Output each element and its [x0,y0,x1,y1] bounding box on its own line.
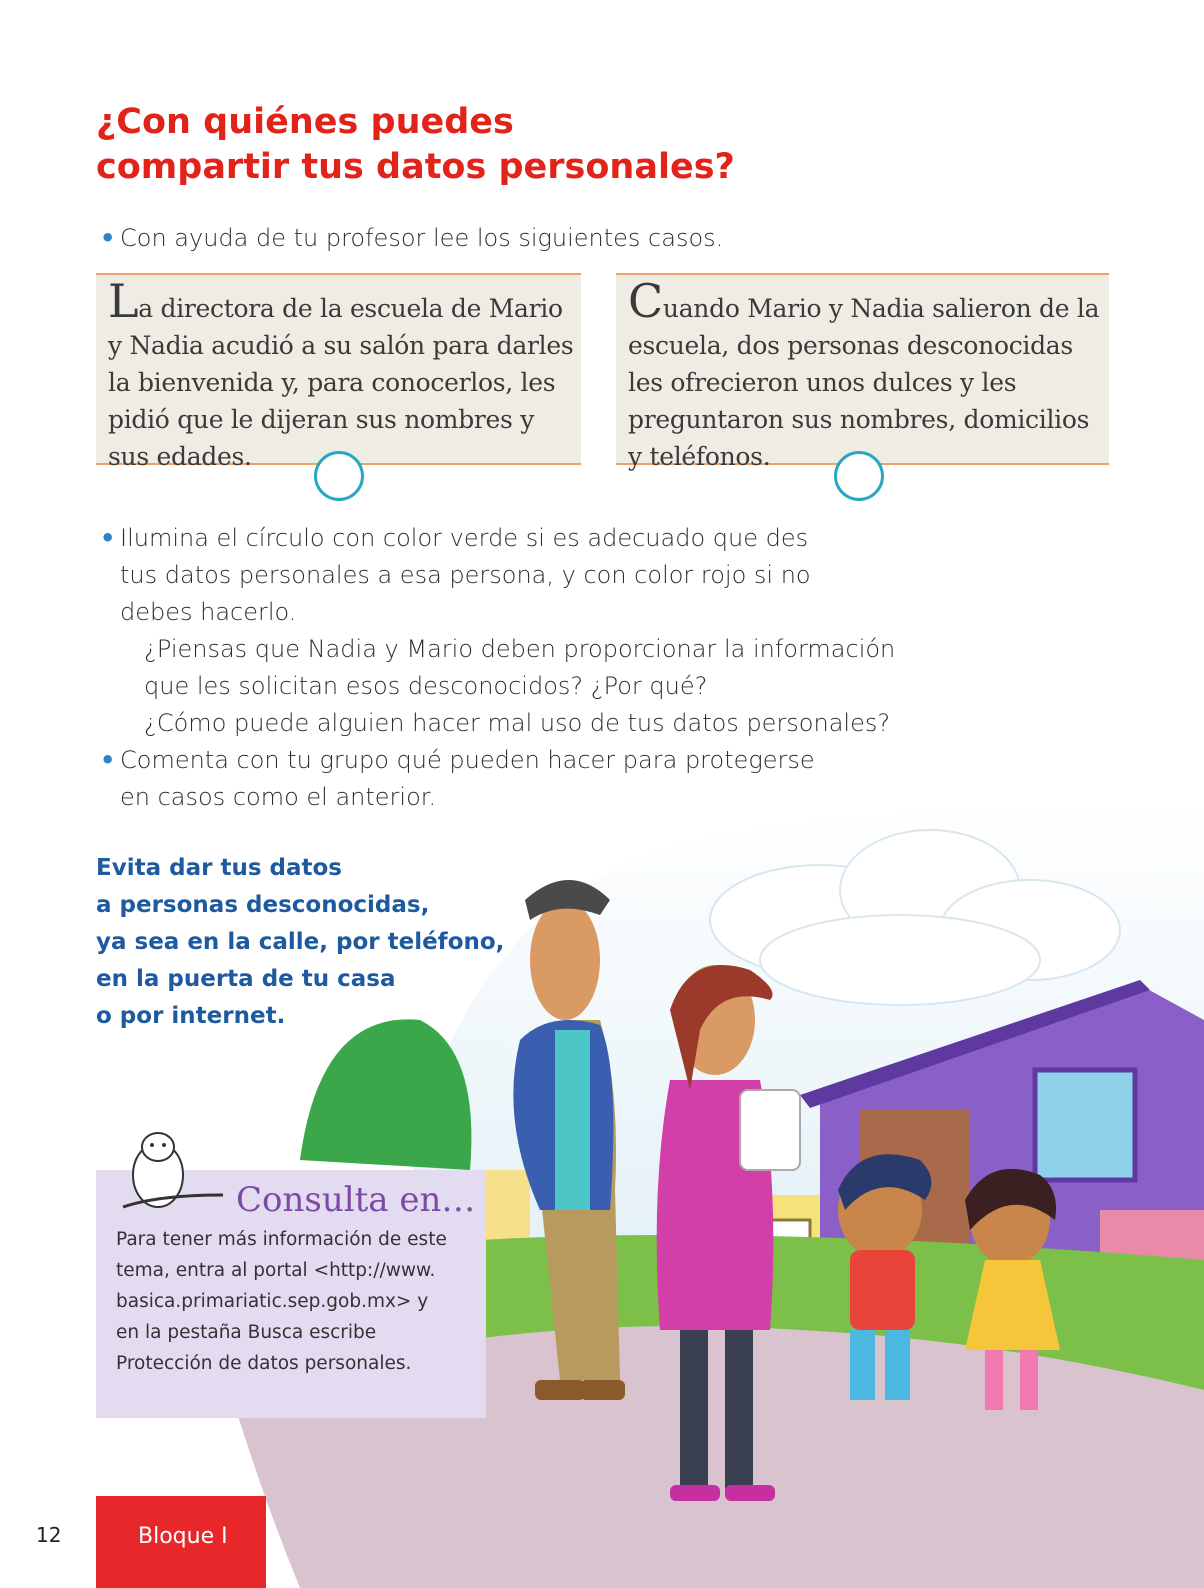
case-box-1 [96,273,581,471]
case-2-text [628,274,1105,475]
instruction-bullet-1 [100,520,980,631]
consulta-title: Consulta en… [236,1180,476,1220]
bloque-tab [96,1496,266,1588]
question-line: que les solicitan esos desconocidos? ¿Por qué? [144,672,708,700]
case-2-body: uando Mario y Nadia salieron de la escuela, dos personas desconocidas les ofrecieron unos dulces y les preguntaron sus nombres, domicilios y teléfonos. [628,294,1100,471]
question-line: ¿Piensas que Nadia y Mario deben proporcionar la información [144,635,896,663]
case-1-text [108,274,577,475]
advice-line: a personas desconocidas, [96,892,430,918]
instructions-block [100,520,980,816]
case-1-drop-cap: L [108,274,139,328]
question-line: ¿Cómo puede alguien hacer mal uso de tus datos personales? [144,709,891,737]
instruction-line: debes hacerlo. [120,598,297,626]
advice-line: en la puerta de tu casa [96,966,396,992]
page-number: 12 [36,1523,62,1547]
intro-text: Con ayuda de tu profesor lee los siguientes casos. [120,224,724,252]
page-title [96,100,896,190]
instruction-line: Comenta con tu grupo qué pueden hacer para protegerse [120,746,815,774]
question-block [120,631,980,742]
title-line-2: compartir tus datos personales? [96,147,735,187]
instruction-line: en casos como el anterior. [120,783,437,811]
instruction-line: tus datos personales a esa persona, y con color rojo si no [120,561,811,589]
case-box-2 [616,273,1109,471]
bullet-dot-icon: • [100,746,116,774]
instruction-line: Ilumina el círculo con color verde si es adecuado que des [120,524,809,552]
answer-circle-2[interactable] [834,451,884,501]
advice-text [96,850,536,1035]
advice-line: ya sea en la calle, por teléfono, [96,929,505,955]
title-line-1: ¿Con quiénes puedes [96,102,514,142]
bullet-dot-icon: • [100,224,116,252]
bloque-label: Bloque I [138,1524,228,1549]
advice-line: o por internet. [96,1003,286,1029]
case-1-body: a directora de la escuela de Mario y Nadia acudió a su salón para darles la bienvenida y, para conocerlos, les pidió que le dijeran sus nombres y sus edades. [108,294,574,471]
bullet-dot-icon: • [100,524,116,552]
bush [300,1019,471,1170]
advice-line: Evita dar tus datos [96,855,342,881]
marmot-icon [118,1125,228,1215]
answer-circle-1[interactable] [314,451,364,501]
case-2-drop-cap: C [628,274,663,328]
consulta-text: Para tener más información de este tema, entra al portal <http://www. basica.primariatic.sep.gob.mx> y en la pestaña Busca escribe Protección de datos personales. [116,1229,447,1374]
intro-bullet [100,220,1020,257]
